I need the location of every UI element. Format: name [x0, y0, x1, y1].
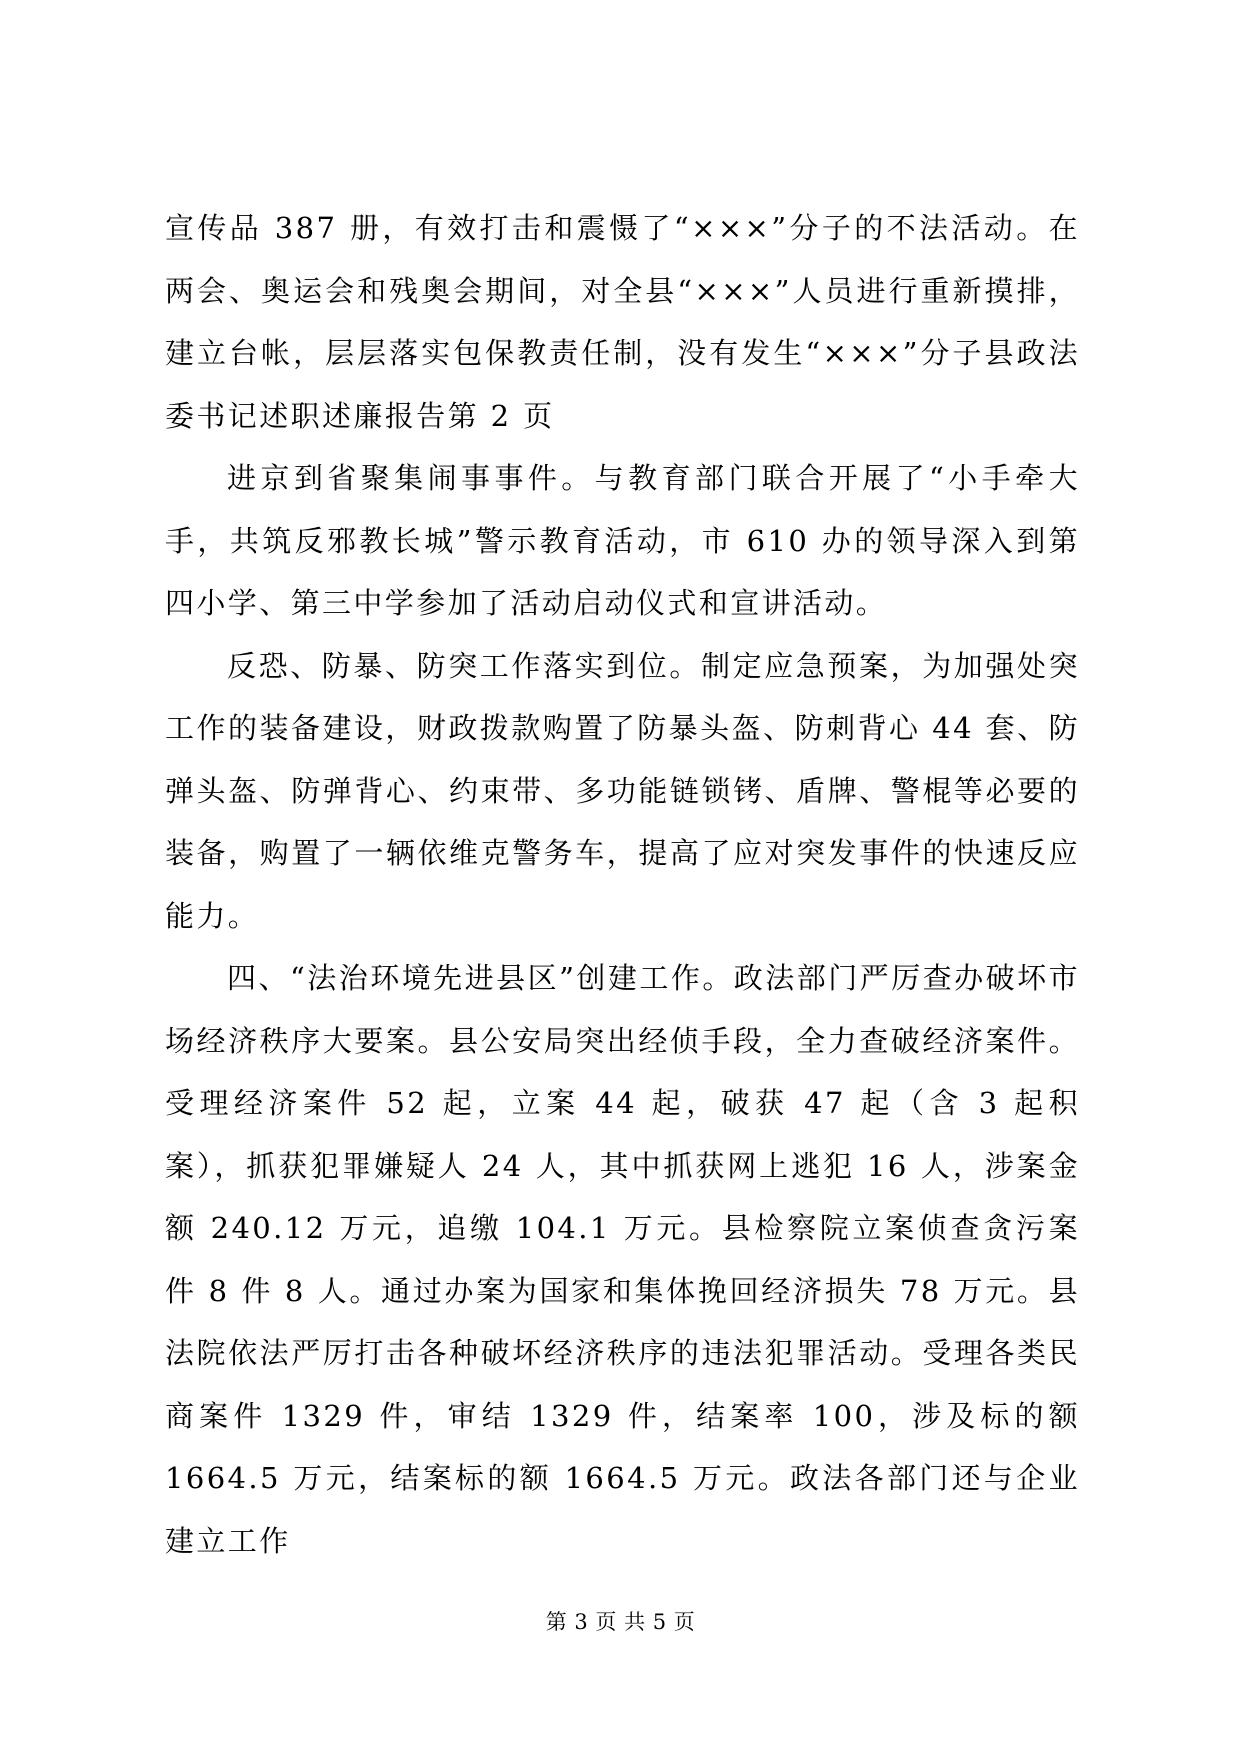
document-body — [165, 197, 1080, 1572]
page-footer: 第 3 页 共 5 页 — [545, 1610, 696, 1634]
paragraph-3: 反恐、防暴、防突工作落实到位。制定应急预案，为加强处突工作的装备建设，财政拨款购置了防暴头盔、防刺背心 44 套、防弹头盔、防弹背心、约束带、多功能链锁铐、盾牌、警棍等必要的装备，购置了一辆依维克警务车，提高了应对突发事件的快速反应能力。 — [165, 648, 1080, 933]
paragraph-1: 宣传品 387 册，有效打击和震慑了“×××”分子的不法活动。在两会、奥运会和残奥会期间，对全县“×××”人员进行重新摸排，建立台帐，层层落实包保教责任制，没有发生“×××”分子县政法委书记述职述廉报告第 2 页 — [165, 211, 1080, 433]
paragraph-2: 进京到省聚集闹事事件。与教育部门联合开展了“小手牵大手，共筑反邪教长城”警示教育活动，市 610 办的领导深入到第四小学、第三中学参加了活动启动仪式和宣讲活动。 — [165, 461, 1080, 620]
paragraph-4: 四、“法治环境先进县区”创建工作。政法部门严厉查办破坏市场经济秩序大要案。县公安局突出经侦手段，全力查破经济案件。受理经济案件 52 起，立案 44 起，破获 47 起（含 3 起积案），抓获犯罪嫌疑人 24 人，其中抓获网上逃犯 16 人，涉案金额 240.12 万元，追缴 104.1 万元。县检察院立案侦查贪污案件 8 件 8 人。通过办案为国家和集体挽回经济损失 78 万元。县法院依法严厉打击各种破坏经济秩序的违法犯罪活动。受理各类民商案件 1329 件，审结 1329 件，结案率 100，涉及标的额 1664.5 万元，结案标的额 1664.5 万元。政法各部门还与企业建立工作 — [165, 961, 1080, 1558]
